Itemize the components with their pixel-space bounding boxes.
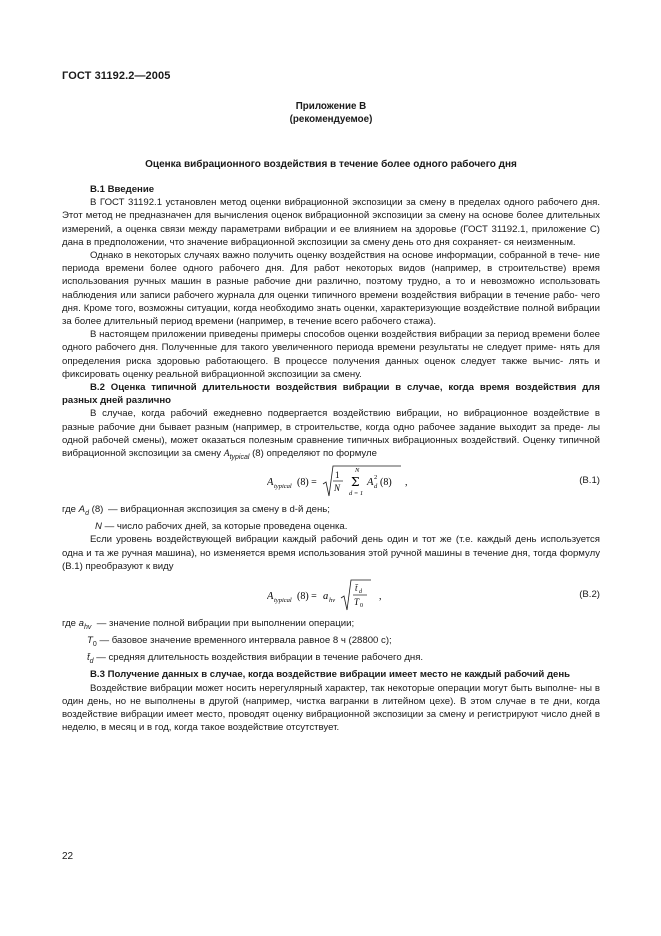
b1-heading: В.1 Введение [90,184,155,195]
svg-text:A: A [367,477,374,488]
svg-text:,: , [379,591,382,602]
svg-text:d: d [359,589,362,595]
svg-text:0: 0 [360,603,363,609]
svg-text:A: A [267,477,274,488]
svg-text:T: T [354,597,360,607]
appendix-title: Приложение В [295,101,367,112]
b3-heading: В.3 Получение данных в случае, когда воздействие вибрации имеет место не каждый рабочий день [90,669,571,681]
svg-text:(8) =: (8) = [297,591,317,602]
svg-text:typical: typical [274,597,292,604]
b2-p1-part1: В случае, когда рабочий ежедневно подвергается воздействию вибрации, но вибрационное воздействие в разные рабочие дни бывает разным (например, в строительстве, когда одно рабочее задание выходит за преде- лы одной рабочей смены), может оказаться полезным сравнение типичных вибрационных воздействий. Оценку типичной вибрационной экспозиции за смену [62,408,600,460]
svg-text:hv: hv [329,597,336,604]
formula-b1-number: (В.1) [579,475,600,486]
b2-paragraph-1: В случае, когда рабочий ежедневно подвергается воздействию вибрации, но вибрационное воздействие в разные рабочие дни бывает разным (например, в строительстве, когда одно рабочее задание выходит за преде- лы одной рабочей смены), может оказаться полезным сравнение типичных вибрационных воздействий. Оценку типичной вибрационной экспозиции за смену $A_{typical}$ (8) определяют по формуле [62,408,600,461]
formula-b2 [62,576,600,616]
b1-paragraph-1: В ГОСТ 31192.1 установлен метод оценки вибрационной экспозиции за смену в пределах одного рабочего дня. Этот метод не предназначен для вычисления оценок вибрационной экспозиции за смену на основе более длительных измерений, а оценка связи между параметрами вибрации и ее влиянием на здоровье (ГОСТ 31192.1, приложение С) дана в предположении, что значение вибрационной экспозиции за смену день ото дня сохраняет- ся неизменным. [62,197,600,248]
svg-text:d: d [374,483,378,490]
svg-text:(8) =: (8) = [297,477,317,488]
svg-text:N: N [355,467,360,474]
b2-paragraph-2: Если уровень воздействующей вибрации каждый рабочий день один и тот же (т.е. каждый день используется одна и та же ручная машина), но изменяется время использования этой ручной машины в течение дня, тогда формулу (В.1) преобразуют к виду [62,534,600,572]
b1-paragraph-3: В настоящем приложении приведены примеры способов оценки воздействия вибрации за период времени более одного рабочего дня. Полученные для такого увеличенного периода времени результаты не следует приме- нять для определения риска здоровью работающего. В процессе получения данных оценок следует также вычис- лять и фиксировать оценку реальной вибрационной экспозиции за смену. [62,329,600,380]
b2-p1-part2: определяют по формуле [266,448,377,460]
section-title: Оценка вибрационного воздействия в течение более одного рабочего дня [145,159,517,170]
where1-item-n: N — число рабочих дней, за которые проведена оценка. [95,521,348,533]
section-b1 [62,183,600,464]
svg-text:Σ: Σ [351,475,360,489]
svg-text:A: A [267,591,274,602]
formula-b1-graphic [267,462,467,502]
b2-heading: В.2 Оценка типичной длительности воздействия вибрации в случае, когда время воздействия для разных дней различно [62,382,600,407]
formula-b2-number: (В.2) [579,589,600,600]
page-number: 22 [62,851,74,862]
svg-text:(8): (8) [380,477,392,488]
formula-b2-graphic [267,576,447,616]
svg-text:a: a [323,591,329,602]
where1-item-ad: где $A_d$ (8) — вибрационная экспозиция за смену в d-й день; [62,504,330,517]
formula-b1 [62,462,600,502]
svg-text:N: N [334,483,341,493]
b3-paragraph-1: Воздействие вибрации может носить нерегулярный характер, так некоторые операции могут быть выполне- ны в один день, но не выполнены в другой (например, чистка вагранки в литейном цехе). В этом случае в те дни, когда воздействие вибрации имеет место, проводят оценку вибрационной экспозиции за смену и регистрируют число дней в неделю, в месяц и в год, когда такое воздействие отсутствует. [62,682,600,734]
appendix-subtitle: (рекомендуемое) [289,114,373,125]
where-list-1 [62,503,600,573]
svg-text:typical: typical [274,483,292,490]
svg-text:1: 1 [335,470,340,480]
svg-text:2: 2 [374,474,378,481]
where2-item-ahv: где $a_{hv}$ — значение полной вибрации при выполнении операции; [62,618,355,631]
where-list-2 [62,617,600,734]
standard-id: ГОСТ 31192.2—2005 [62,70,171,82]
b1-paragraph-2: Однако в некоторых случаях важно получить оценку воздействия на основе информации, собранной в тече- ние периода времени более одного рабочего дня. Для работ некоторых видов (например, в строительстве) время использования ручных машин в разные рабочие дни различно, поэтому трудно, а то и невозможно использовать наблюдения или записи рабочего журнала для оценки типичного времени воздействия вибрации в течение рабо- чего дня. Кроме того, возможны ситуации, когда необходимо знать оценки, характеризующие воздействие полной вибрации за более длительный период времени (например, в течение всего рабочего стажа). [62,250,600,328]
where2-item-td: $t̄_d$ — средняя длительность воздействия вибрации в течение рабочего дня. [87,652,424,666]
svg-text:,: , [405,477,408,488]
svg-text:t̄: t̄ [355,583,358,593]
svg-text:d = 1: d = 1 [349,490,364,497]
where2-item-t0: $T_0$ — базовое значение временного интервала равное 8 ч (28800 с); [87,635,392,649]
